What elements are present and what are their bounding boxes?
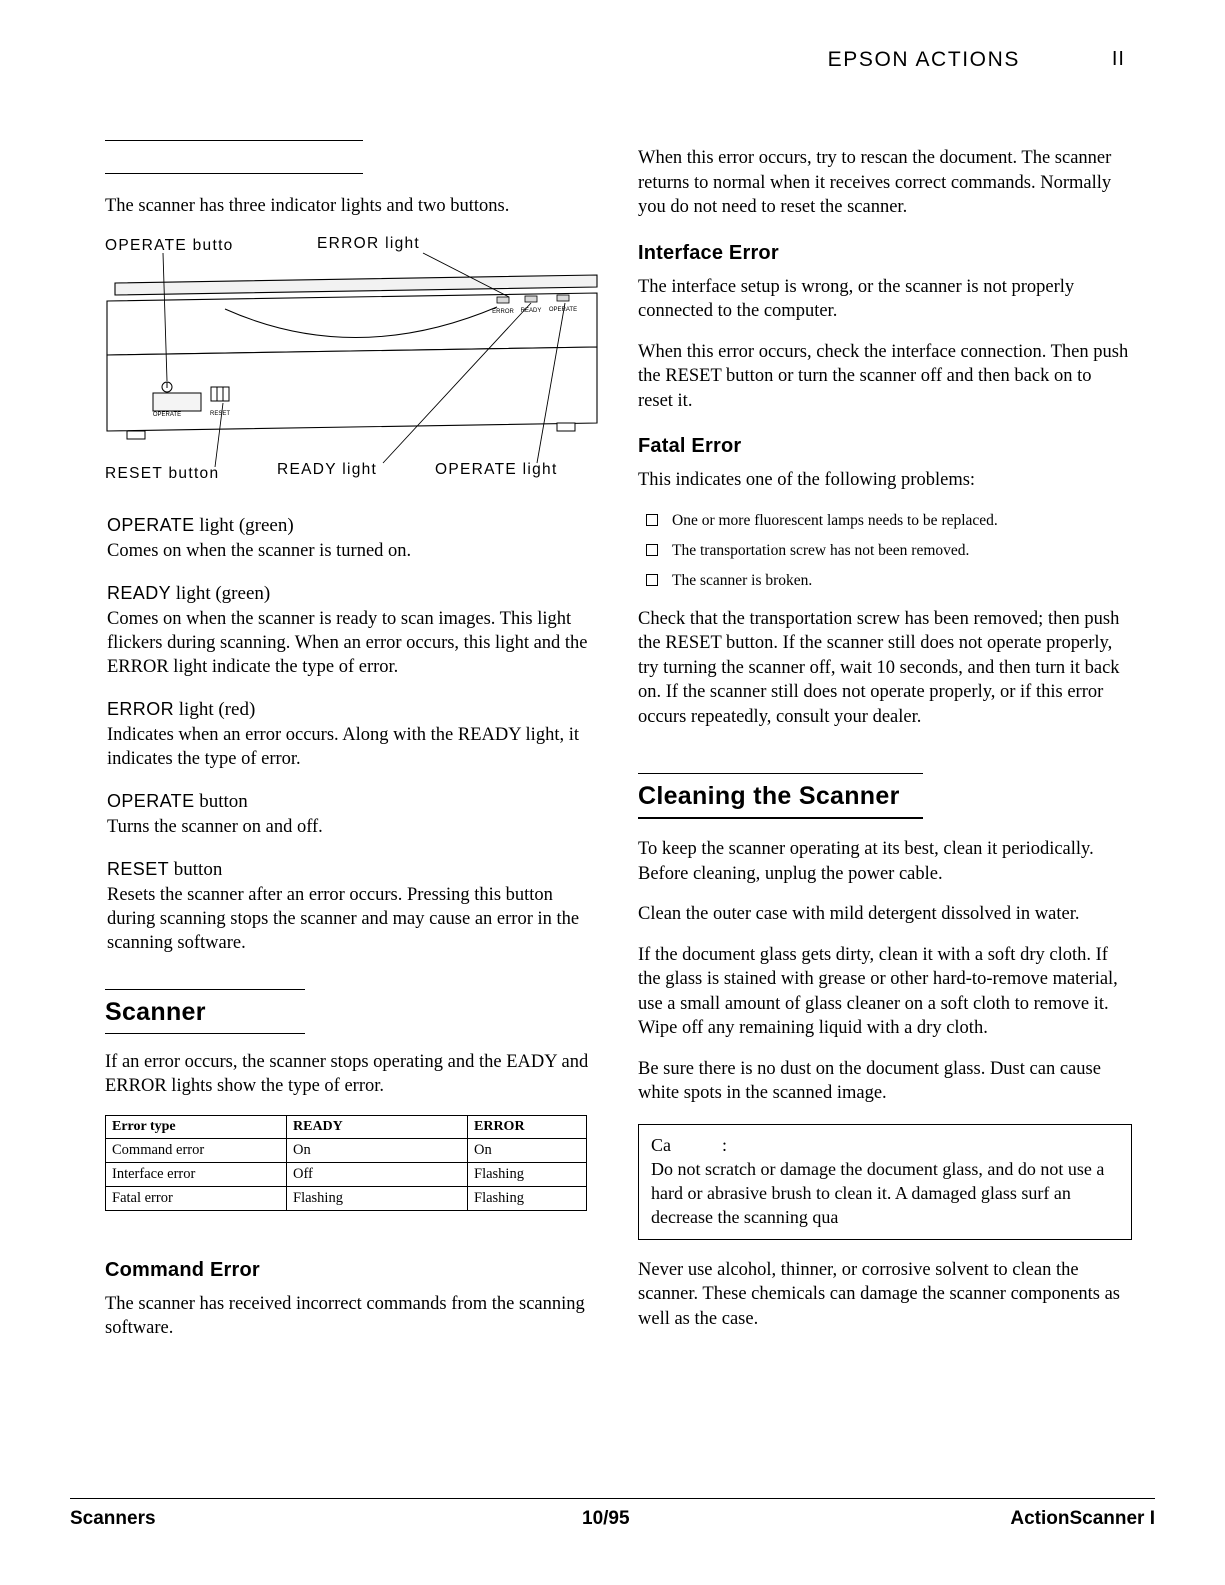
light-ready-desc: Comes on when the scanner is ready to scan images. This light flickers during scanning. When an error occurs, this light and the ERROR light indicate the type of error. [107,608,588,677]
button-reset-desc: Resets the scanner after an error occurs. Pressing this button during scanning stops the scanner and may cause an error in the scanning software. [107,884,580,953]
command-error-continuation: When this error occurs, try to rescan the document. The scanner returns to normal when it receives correct commands. Normally you do not need to reset the scanner. [638,148,1112,217]
list-item-text: One or more fluorescent lamps needs to be replaced. [672,511,998,529]
scanner-section-intro: If an error occurs, the scanner stops operating and the EADY and ERROR lights show the type of error. [105,1051,589,1096]
caution-colon: : [722,1134,728,1155]
caution-box [638,1124,1132,1240]
light-error-desc: Indicates when an error occurs. Along with the READY light, it indicates the type of error. [107,724,579,769]
intro-paragraph: The scanner has three indicator lights and two buttons. [105,196,510,216]
scanner-section-rule-top [105,989,305,990]
button-reset [105,857,595,955]
fatal-error-list [638,509,1130,593]
table-header-row [106,1115,587,1138]
svg-text:ERROR: ERROR [492,308,514,315]
interface-error-p1: The interface setup is wrong, or the scanner is not properly connected to the computer. [638,276,1075,321]
cell-error: On [468,1138,587,1162]
caution-text: Do not scratch or damage the document glass, and do not use a hard or abrasive brush to clean it. A damaged glass surf an decrease the scanning qua [651,1158,1105,1227]
button-operate [105,789,595,839]
page-header [0,48,1225,88]
cell-error-type: Interface error [106,1162,287,1186]
footer-center: 10/95 [582,1508,630,1529]
table-row [106,1138,587,1162]
left-column [105,140,595,1357]
scanner-diagram [105,235,605,505]
cleaning-section-rule-bottom [638,817,923,819]
light-operate-desc: Comes on when the scanner is turned on. [107,540,412,561]
cell-error: Flashing [468,1162,587,1186]
svg-text:OPERATE: OPERATE [152,411,182,418]
light-operate-suffix: light (green) [199,514,294,536]
table-header-error: ERROR [468,1115,587,1138]
fatal-error-body: Check that the transportation screw has been removed; then push the RESET button. If the scanner still does not operate properly, try turning the scanner off, wait 10 seconds, and then turn it back on. If the scanner still does not operate properly, or if this error occurs repeatedly, consult your dealer. [638,608,1120,727]
footer-right: ActionScanner I [1010,1508,1155,1529]
light-error-name: ERROR [107,698,175,719]
header-title: EPSON ACTIONS [827,48,1020,71]
scanner-section-heading: Scanner [105,997,206,1026]
checkbox-icon [646,514,658,526]
table-row [106,1162,587,1186]
command-error-body: The scanner has received incorrect commands from the scanning software. [105,1293,585,1338]
cleaning-p2: Clean the outer case with mild detergent dissolved in water. [638,904,1080,924]
list-item [644,569,1130,593]
svg-text:READY: READY [520,307,542,314]
cleaning-p5: Never use alcohol, thinner, or corrosive solvent to clean the scanner. These chemicals can damage the scanner components as well as the case. [638,1259,1121,1329]
cell-error-type: Command error [106,1138,287,1162]
light-operate-name: OPERATE [107,514,195,535]
light-ready-suffix: light (green) [175,582,271,604]
right-column [638,140,1130,1347]
interface-error-heading: Interface Error [638,241,779,264]
label-operate-button: OPERATE butto [105,236,234,254]
label-operate-light: OPERATE light [435,460,558,478]
cell-error: Flashing [468,1186,587,1210]
label-error-light: ERROR light [317,234,421,252]
light-error-suffix: light (red) [178,698,256,720]
caution-label-row [651,1133,1119,1157]
cleaning-p4: Be sure there is no dust on the document glass. Dust can cause white spots in the scanned image. [638,1058,1101,1103]
svg-text:OPERATE: OPERATE [548,306,578,313]
error-type-table [105,1115,587,1211]
command-error-heading: Command Error [105,1258,260,1281]
fatal-error-intro: This indicates one of the following problems: [638,470,976,490]
button-operate-suffix: button [199,790,248,812]
button-operate-name: OPERATE [107,790,195,811]
list-item-text: The transportation screw has not been removed. [672,541,970,559]
top-rule-2 [105,173,363,174]
light-operate [105,513,595,563]
button-reset-name: RESET [107,858,170,879]
footer-left: Scanners [70,1508,156,1529]
cell-error-type: Fatal error [106,1186,287,1210]
cleaning-p1: To keep the scanner operating at its best, clean it periodically. Before cleaning, unplug the power cable. [638,839,1094,884]
label-reset-button: RESET button [105,464,220,482]
cleaning-section-rule-top [638,773,923,774]
light-operate-title [107,513,595,538]
interface-error-p2: When this error occurs, check the interface connection. Then push the RESET button or turn the scanner off and then back on to reset it. [638,341,1129,411]
table-header-ready: READY [287,1115,468,1138]
button-operate-title [107,789,595,814]
light-error-title [107,697,595,722]
light-ready-name: READY [107,582,172,603]
header-page-marker: II [1111,48,1125,70]
list-item [644,539,1130,563]
list-item [644,509,1130,533]
top-rule-1 [105,140,363,141]
button-reset-title [107,857,595,882]
table-row [106,1186,587,1210]
checkbox-icon [646,574,658,586]
button-operate-desc: Turns the scanner on and off. [107,816,323,837]
cleaning-section-heading: Cleaning the Scanner [638,782,900,810]
list-item-text: The scanner is broken. [672,571,813,589]
light-error [105,697,595,771]
scanner-section [105,989,595,1211]
table-header-error-type: Error type [106,1115,287,1138]
cleaning-section [638,773,1130,819]
svg-text:RESET: RESET [209,410,231,417]
footer-rule [70,1498,1155,1499]
scanner-section-rule-bottom [105,1033,305,1034]
checkbox-icon [646,544,658,556]
cleaning-p3: If the document glass gets dirty, clean it with a soft dry cloth. If the glass is stained with grease or other hard-to-remove material, use a small amount of glass cleaner on a soft cloth to remove it. Wipe off any remaining liquid with a dry cloth. [638,944,1118,1038]
label-ready-light: READY light [277,460,378,478]
cell-ready: On [287,1138,468,1162]
button-reset-suffix: button [173,858,223,880]
light-ready [105,581,595,679]
cell-ready: Off [287,1162,468,1186]
cell-ready: Flashing [287,1186,468,1210]
caution-label: Ca [651,1134,671,1155]
fatal-error-heading: Fatal Error [638,435,742,457]
light-ready-title [107,581,595,606]
